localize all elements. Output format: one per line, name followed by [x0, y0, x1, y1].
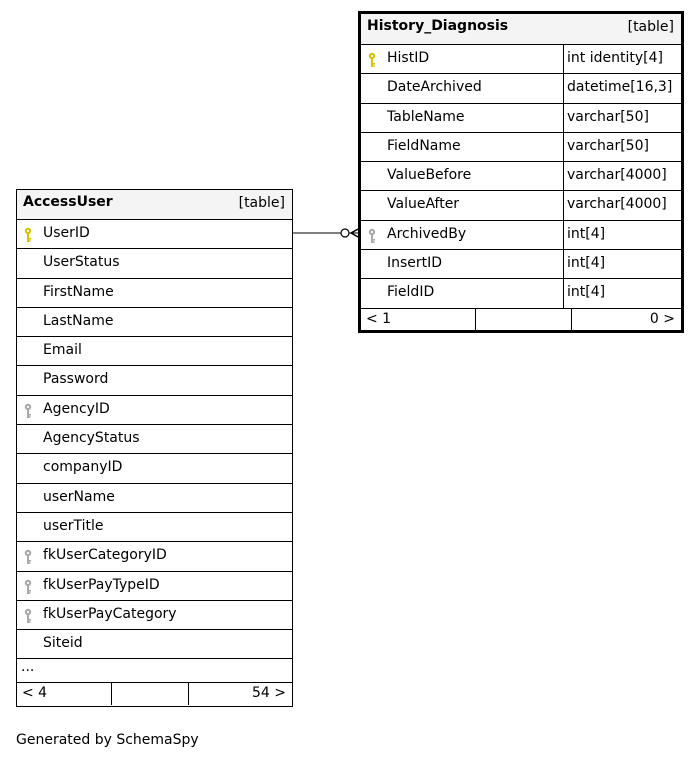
column-name: UserStatus — [43, 254, 120, 271]
column-divider — [563, 221, 564, 249]
children-count[interactable]: 0 > — [649, 310, 675, 327]
column-row[interactable] — [17, 425, 292, 454]
primary-key-icon — [23, 227, 33, 243]
column-row[interactable] — [17, 484, 292, 513]
column-row[interactable] — [17, 396, 292, 425]
relationship-zero-circle — [341, 229, 349, 237]
history-diagnosis-columns — [361, 45, 681, 309]
column-name: AgencyStatus — [43, 430, 140, 447]
column-name: Siteid — [43, 635, 83, 652]
column-name: Password — [43, 371, 109, 388]
column-name: FieldID — [387, 284, 435, 301]
column-type: datetime[16,3] — [567, 79, 673, 96]
column-name: fkUserCategoryID — [43, 547, 167, 564]
column-row[interactable] — [361, 45, 681, 74]
access-user-table[interactable] — [16, 189, 293, 707]
column-row[interactable] — [17, 220, 292, 249]
footer-divider — [188, 683, 189, 705]
footer-divider — [571, 309, 572, 331]
column-type: varchar[50] — [567, 108, 649, 125]
table-type-label: [table] — [238, 195, 285, 211]
access-user-footer — [17, 683, 292, 705]
column-divider — [563, 250, 564, 278]
column-row[interactable] — [361, 104, 681, 133]
column-row[interactable] — [17, 366, 292, 395]
column-name: UserID — [43, 225, 90, 241]
column-row[interactable] — [17, 454, 292, 483]
column-name: FirstName — [43, 283, 114, 300]
column-type: int[4] — [567, 284, 606, 301]
column-type: varchar[4000] — [567, 196, 667, 213]
column-name: DateArchived — [387, 79, 482, 96]
generated-by-label: Generated by SchemaSpy — [16, 732, 199, 748]
children-count[interactable]: 54 > — [252, 685, 286, 702]
parents-count[interactable]: < 4 — [22, 685, 48, 702]
column-divider — [563, 74, 564, 102]
column-name: fkUserPayCategory — [43, 605, 177, 622]
column-row[interactable] — [361, 162, 681, 191]
history-diagnosis-header[interactable] — [361, 14, 681, 45]
primary-key-icon — [367, 52, 377, 68]
access-user-columns — [17, 220, 292, 659]
column-name: Email — [43, 342, 82, 359]
column-divider — [563, 45, 564, 73]
column-row[interactable] — [361, 133, 681, 162]
column-row[interactable] — [361, 250, 681, 279]
foreign-key-icon — [23, 579, 33, 595]
column-divider — [563, 133, 564, 161]
column-row[interactable] — [17, 572, 292, 601]
column-row[interactable] — [361, 279, 681, 308]
column-name: userTitle — [43, 517, 104, 534]
table-name: AccessUser — [23, 194, 113, 210]
column-name: FieldName — [387, 137, 461, 154]
more-columns-row[interactable] — [17, 659, 292, 683]
foreign-key-icon — [23, 549, 33, 565]
column-type: int identity[4] — [567, 50, 663, 66]
column-row[interactable] — [17, 279, 292, 308]
column-name: HistID — [387, 50, 430, 66]
column-type: varchar[4000] — [567, 167, 667, 184]
column-name: ArchivedBy — [387, 225, 467, 242]
column-divider — [563, 104, 564, 132]
parents-count[interactable]: < 1 — [366, 310, 392, 327]
column-name: fkUserPayTypeID — [43, 576, 160, 593]
column-row[interactable] — [17, 308, 292, 337]
column-type: varchar[50] — [567, 137, 649, 154]
column-name: companyID — [43, 459, 123, 476]
more-columns-label: ... — [21, 659, 35, 676]
column-row[interactable] — [361, 74, 681, 103]
column-type: int[4] — [567, 255, 606, 272]
column-row[interactable] — [17, 513, 292, 542]
column-name: InsertID — [387, 255, 443, 272]
foreign-key-icon — [23, 608, 33, 624]
footer-divider — [475, 309, 476, 331]
column-row[interactable] — [17, 337, 292, 366]
table-type-label: [table] — [627, 19, 674, 35]
column-name: TableName — [387, 108, 465, 125]
column-row[interactable] — [17, 542, 292, 571]
column-name: ValueBefore — [387, 167, 472, 184]
column-name: LastName — [43, 312, 114, 329]
history-diagnosis-table[interactable] — [358, 11, 684, 333]
column-row[interactable] — [17, 249, 292, 278]
column-row[interactable] — [17, 630, 292, 659]
history-diagnosis-footer — [361, 309, 681, 331]
column-type: int[4] — [567, 225, 606, 242]
table-name: History_Diagnosis — [367, 18, 509, 34]
foreign-key-icon — [367, 228, 377, 244]
footer-divider — [111, 683, 112, 705]
column-name: AgencyID — [43, 400, 110, 417]
column-row[interactable] — [17, 601, 292, 630]
column-divider — [563, 191, 564, 219]
column-name: ValueAfter — [387, 196, 460, 213]
foreign-key-icon — [23, 403, 33, 419]
column-divider — [563, 162, 564, 190]
column-divider — [563, 279, 564, 307]
access-user-header[interactable] — [17, 190, 292, 220]
column-name: userName — [43, 488, 115, 505]
column-row[interactable] — [361, 221, 681, 250]
column-row[interactable] — [361, 191, 681, 220]
